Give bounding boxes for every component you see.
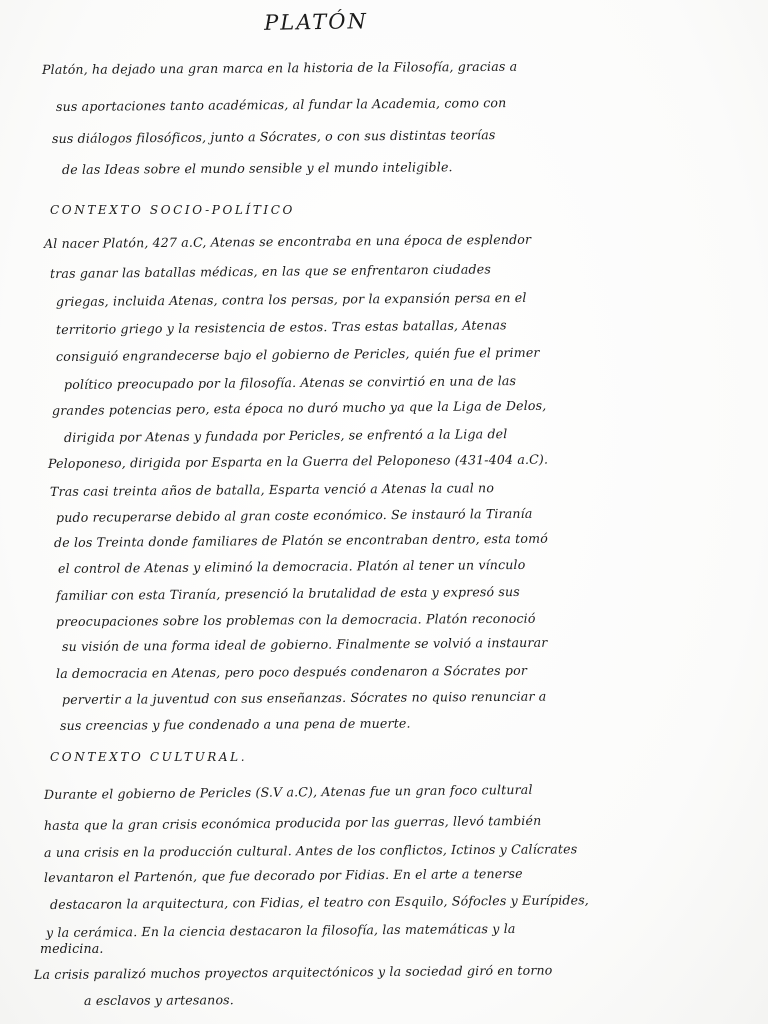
socio-line-7: grandes potencias pero, esta época no duró mucho ya que la Liga de Delos,	[51, 397, 547, 418]
intro-line-3: sus diálogos filosóficos, junto a Sócrates, o con sus distintas teorías	[51, 127, 496, 146]
socio-line-1: Al nacer Platón, 427 a.C, Atenas se encontraba en una época de esplendor	[43, 231, 532, 251]
cultural-line-2: hasta que la gran crisis económica producida por las guerras, llevó también	[43, 812, 542, 833]
section-heading-cultural: CONTEXTO CULTURAL.	[50, 750, 248, 764]
socio-line-13: el control de Atenas y eliminó la democracia. Platón al tener un vínculo	[57, 556, 526, 576]
socio-line-18: pervertir a la juventud con sus enseñanzas. Sócrates no quiso renunciar a	[61, 688, 547, 707]
socio-line-5: consiguió engrandecerse bajo el gobierno de Pericles, quién fue el primer	[55, 344, 540, 364]
cultural-line-1: Durante el gobierno de Pericles (S.V a.C), Atenas fue un gran foco cultural	[43, 781, 533, 802]
socio-line-11: pudo recuperarse debido al gran coste económico. Se instauró la Tiranía	[55, 505, 533, 525]
socio-line-14: familiar con esta Tiranía, presenció la brutalidad de esta y expresó sus	[55, 583, 520, 603]
cultural-line-9: a esclavos y artesanos.	[83, 992, 234, 1008]
intro-line-4: de las Ideas sobre el mundo sensible y el mundo inteligible.	[61, 159, 453, 177]
socio-line-8: dirigida por Atenas y fundada por Pericles, se enfrentó a la Liga del	[63, 426, 508, 445]
cultural-line-4: levantaron el Partenón, que fue decorado por Fidias. En el arte a tenerse	[43, 865, 523, 885]
section-heading-socio-politico: CONTEXTO SOCIO-POLÍTICO	[50, 203, 295, 217]
cultural-line-3: a una crisis en la producción cultural. Antes de los conflictos, Ictinos y Calícrates	[43, 841, 578, 860]
socio-line-16: su visión de una forma ideal de gobierno. Finalmente se volvió a instaurar	[61, 634, 548, 654]
cultural-line-6: y la cerámica. En la ciencia destacaron la filosofía, las matemáticas y la	[45, 920, 516, 940]
socio-line-10: Tras casi treinta años de batalla, Esparta venció a Atenas la cual no	[49, 480, 495, 499]
cultural-line-5: destacaron la arquitectura, con Fidias, el teatro con Esquilo, Sófocles y Eurípides,	[49, 892, 589, 912]
intro-line-2: sus aportaciones tanto académicas, al fundar la Academia, como con	[55, 95, 507, 114]
cultural-line-7: medicina.	[40, 941, 104, 956]
cultural-line-8: La crisis paralizó muchos proyectos arquitectónicos y la sociedad giró en torno	[33, 962, 553, 982]
page-title: PLATÓN	[263, 9, 369, 35]
socio-line-19: sus creencias y fue condenado a una pena de muerte.	[59, 715, 411, 733]
socio-line-6: político preocupado por la filosofía. Atenas se convirtió en una de las	[63, 373, 517, 392]
intro-line-1: Platón, ha dejado una gran marca en la historia de la Filosofía, gracias a	[41, 58, 518, 77]
socio-line-17: la democracia en Atenas, pero poco después condenaron a Sócrates por	[55, 662, 528, 681]
socio-line-3: griegas, incluida Atenas, contra los persas, por la expansión persa en el	[55, 289, 527, 309]
socio-line-15: preocupaciones sobre los problemas con la democracia. Platón reconoció	[55, 610, 536, 629]
socio-line-9: Peloponeso, dirigida por Esparta en la Guerra del Peloponeso (431-404 a.C).	[47, 451, 549, 471]
socio-line-4: territorio griego y la resistencia de estos. Tras estas batallas, Atenas	[55, 317, 507, 337]
socio-line-2: tras ganar las batallas médicas, en las que se enfrentaron ciudades	[49, 261, 492, 281]
socio-line-12: de los Treinta donde familiares de Platón se encontraban dentro, esta tomó	[53, 530, 548, 550]
